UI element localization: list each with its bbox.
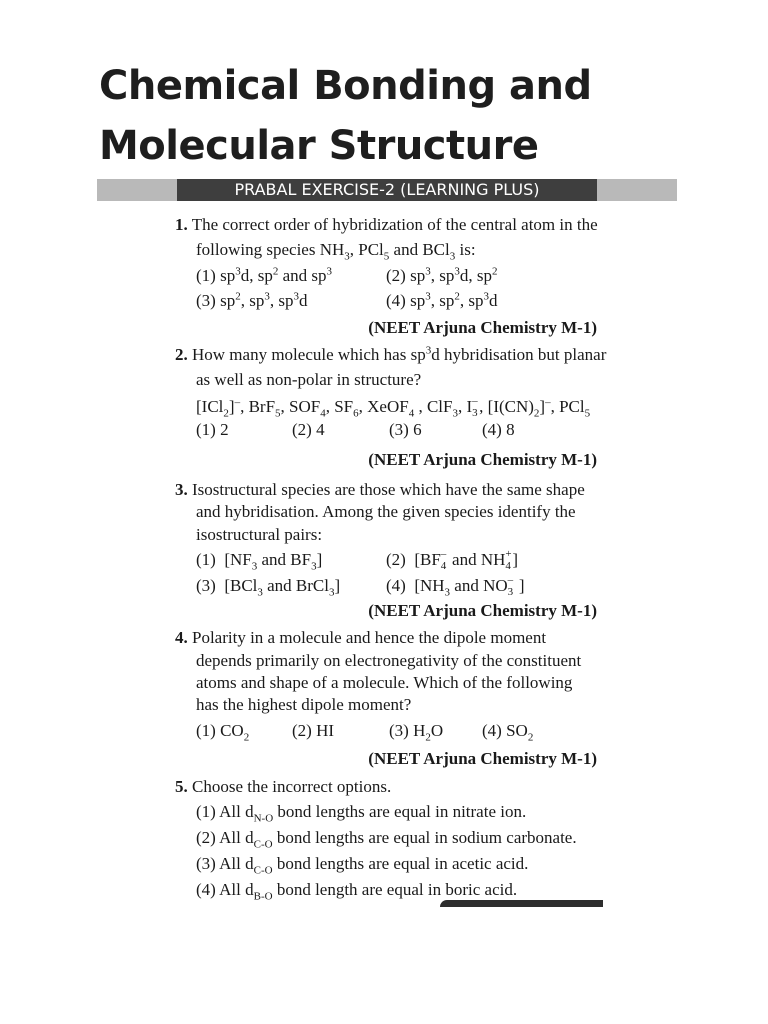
question-3-line-2: and hybridisation. Among the given species identify the [196, 502, 576, 521]
question-5-option-2: (2) All $d_{C-O}$ bond lengths are equal in sodium carbonate. [196, 828, 577, 851]
question-5-line-1: 5. Choose the incorrect options. [175, 777, 392, 796]
question-number: 3. [175, 480, 188, 499]
question-5-option-3: (3) All $d_{C-O}$ bond lengths are equal in acetic acid. [196, 854, 529, 877]
question-3-option-2: (2) [BF – 4 and NH + 4 ] [386, 548, 519, 572]
footer-decoration-bar [440, 900, 603, 907]
question-2-line-2: as well as non-polar in structure? [196, 370, 422, 389]
question-3-option-1: (1) [$NF_3$ and $BF_3$] [196, 550, 323, 573]
question-1-source: (NEET Arjuna Chemistry M-1) [368, 318, 597, 337]
title-line-1: Chemical Bonding and [99, 63, 592, 109]
question-1-option-4: (4) $sp^3$, $sp^2$, $sp^3d$ [386, 290, 498, 310]
question-2-species: [ICl$_2$]–, BrF$_5$, $SOF_4$, $SF_6$, XeOF$_4$ , ClF$_3$, I – 3 , $[I(CN)_2]^-$, PCl$_5$ [196, 395, 591, 420]
question-1-option-3: (3) $sp^2$, $sp^3$, $sp^3d$ [196, 290, 308, 310]
question-4-line-3: atoms and shape of a molecule. Which of the following [196, 673, 573, 692]
question-2-option-4: (4) 8 [482, 420, 515, 439]
question-4-line-2: depends primarily on electronegativity of the constituent [196, 651, 582, 670]
question-4-source: (NEET Arjuna Chemistry M-1) [368, 749, 597, 768]
question-5-option-4: (4) All $d_{B-O}$ bond length are equal in boric acid. [196, 880, 518, 903]
question-3-option-4: (4) [$NH_3$ and NO – 3 ] [386, 574, 525, 599]
question-4-option-3: (3) $H_2O$ [389, 721, 444, 744]
question-number: 4. [175, 628, 188, 647]
question-4-line-1: 4. Polarity in a molecule and hence the dipole moment [175, 628, 547, 647]
question-2-line-1: 2. How many molecule which has $sp^3d$ hybridisation but planar [175, 344, 607, 364]
question-number: 2. [175, 345, 188, 364]
question-2-option-2: (2) 4 [292, 420, 325, 439]
question-4-option-4: (4) $SO_2$ [482, 721, 534, 744]
question-3-line-3: isostructural pairs: [196, 525, 323, 544]
question-3-source: (NEET Arjuna Chemistry M-1) [368, 601, 597, 620]
title-line-2: Molecular Structure [99, 123, 539, 169]
question-number: 5. [175, 777, 188, 796]
question-1-option-2: (2) $sp^3$, $sp^3d$, $sp^2$ [386, 265, 498, 285]
question-2-option-1: (1) 2 [196, 420, 229, 439]
question-4-option-2: (2) HI [292, 721, 335, 740]
question-number: 1. [175, 215, 188, 234]
banner-text: PRABAL EXERCISE-2 (LEARNING PLUS) [234, 180, 540, 199]
question-1-line-1: 1. The correct order of hybridization of the central atom in the [175, 215, 598, 234]
question-2-source: (NEET Arjuna Chemistry M-1) [368, 450, 597, 469]
question-1-line-2: following species $NH_3$, PCl$_5$ and BCl$_3$ is: [196, 240, 476, 263]
question-3-option-3: (3) [BCl$_3$ and BrCl$_3$] [196, 576, 341, 599]
question-4-line-4: has the highest dipole moment? [196, 695, 412, 714]
question-3-line-1: 3. Isostructural species are those which have the same shape [175, 480, 585, 499]
question-1-option-1: (1) $sp^3d$, $sp^2$ and $sp^3$ [196, 265, 332, 285]
question-5-option-1: (1) All $d_{N-O}$ bond lengths are equal in nitrate ion. [196, 802, 527, 825]
question-2-option-3: (3) 6 [389, 420, 422, 439]
question-4-option-1: (1) $CO_2$ [196, 721, 250, 744]
